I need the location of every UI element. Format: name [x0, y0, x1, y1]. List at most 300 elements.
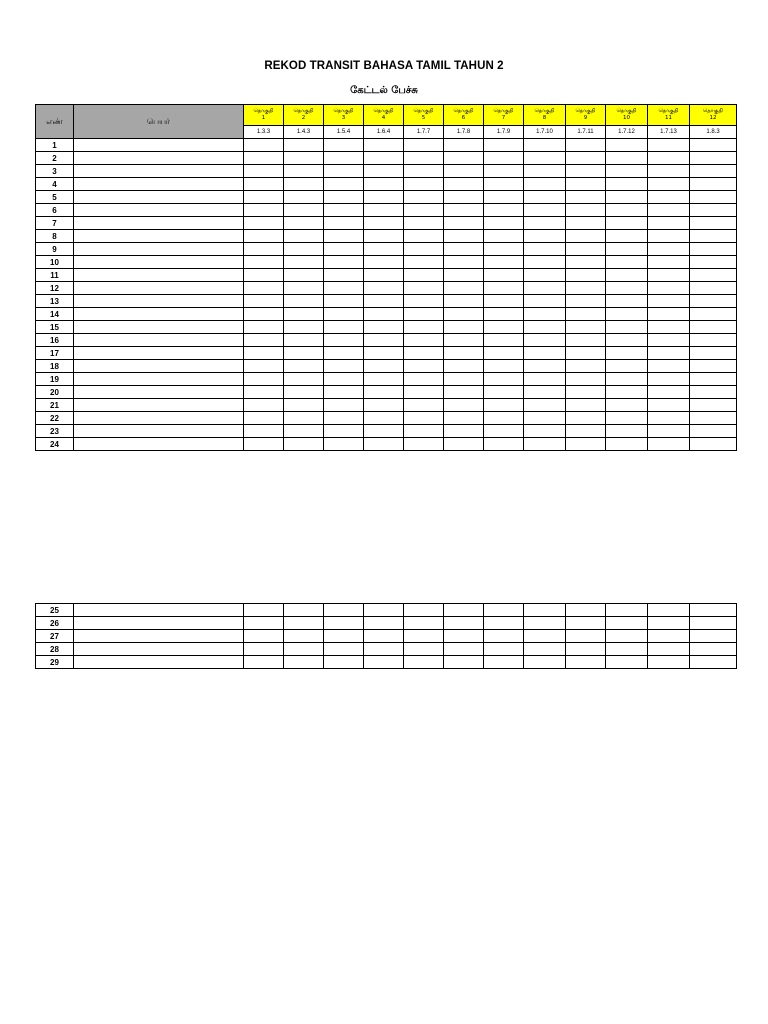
- student-name-cell[interactable]: [74, 334, 244, 347]
- topic-mark-cell[interactable]: [690, 295, 737, 308]
- topic-mark-cell[interactable]: [404, 438, 444, 451]
- topic-mark-cell[interactable]: [404, 656, 444, 669]
- student-name-cell[interactable]: [74, 373, 244, 386]
- topic-mark-cell[interactable]: [566, 178, 606, 191]
- topic-mark-cell[interactable]: [404, 347, 444, 360]
- topic-mark-cell[interactable]: [566, 438, 606, 451]
- student-name-cell[interactable]: [74, 438, 244, 451]
- topic-mark-cell[interactable]: [606, 412, 648, 425]
- topic-mark-cell[interactable]: [324, 373, 364, 386]
- topic-mark-cell[interactable]: [690, 178, 737, 191]
- topic-mark-cell[interactable]: [364, 643, 404, 656]
- topic-mark-cell[interactable]: [606, 295, 648, 308]
- topic-mark-cell[interactable]: [284, 282, 324, 295]
- topic-mark-cell[interactable]: [284, 643, 324, 656]
- topic-mark-cell[interactable]: [364, 347, 404, 360]
- topic-mark-cell[interactable]: [648, 321, 690, 334]
- student-name-cell[interactable]: [74, 295, 244, 308]
- topic-mark-cell[interactable]: [404, 373, 444, 386]
- topic-mark-cell[interactable]: [404, 386, 444, 399]
- topic-mark-cell[interactable]: [648, 230, 690, 243]
- topic-mark-cell[interactable]: [606, 230, 648, 243]
- topic-mark-cell[interactable]: [244, 139, 284, 152]
- topic-mark-cell[interactable]: [566, 217, 606, 230]
- topic-mark-cell[interactable]: [648, 412, 690, 425]
- topic-mark-cell[interactable]: [444, 425, 484, 438]
- topic-mark-cell[interactable]: [324, 139, 364, 152]
- topic-mark-cell[interactable]: [524, 139, 566, 152]
- student-name-cell[interactable]: [74, 412, 244, 425]
- topic-mark-cell[interactable]: [244, 438, 284, 451]
- topic-mark-cell[interactable]: [566, 347, 606, 360]
- topic-mark-cell[interactable]: [690, 347, 737, 360]
- topic-mark-cell[interactable]: [648, 152, 690, 165]
- topic-mark-cell[interactable]: [284, 399, 324, 412]
- topic-mark-cell[interactable]: [648, 139, 690, 152]
- topic-mark-cell[interactable]: [484, 204, 524, 217]
- topic-mark-cell[interactable]: [404, 643, 444, 656]
- topic-mark-cell[interactable]: [524, 617, 566, 630]
- topic-mark-cell[interactable]: [648, 643, 690, 656]
- topic-mark-cell[interactable]: [444, 347, 484, 360]
- topic-mark-cell[interactable]: [284, 165, 324, 178]
- topic-mark-cell[interactable]: [404, 204, 444, 217]
- topic-mark-cell[interactable]: [324, 334, 364, 347]
- student-name-cell[interactable]: [74, 243, 244, 256]
- topic-mark-cell[interactable]: [284, 347, 324, 360]
- student-name-cell[interactable]: [74, 360, 244, 373]
- topic-mark-cell[interactable]: [648, 334, 690, 347]
- topic-mark-cell[interactable]: [404, 308, 444, 321]
- topic-mark-cell[interactable]: [484, 656, 524, 669]
- student-name-cell[interactable]: [74, 139, 244, 152]
- topic-mark-cell[interactable]: [324, 617, 364, 630]
- topic-mark-cell[interactable]: [690, 425, 737, 438]
- topic-mark-cell[interactable]: [606, 334, 648, 347]
- topic-mark-cell[interactable]: [364, 386, 404, 399]
- topic-mark-cell[interactable]: [648, 243, 690, 256]
- topic-mark-cell[interactable]: [606, 282, 648, 295]
- topic-mark-cell[interactable]: [444, 386, 484, 399]
- topic-mark-cell[interactable]: [444, 438, 484, 451]
- topic-mark-cell[interactable]: [690, 139, 737, 152]
- topic-mark-cell[interactable]: [244, 347, 284, 360]
- topic-mark-cell[interactable]: [444, 617, 484, 630]
- topic-mark-cell[interactable]: [404, 178, 444, 191]
- topic-mark-cell[interactable]: [690, 617, 737, 630]
- topic-mark-cell[interactable]: [524, 425, 566, 438]
- topic-mark-cell[interactable]: [690, 282, 737, 295]
- topic-mark-cell[interactable]: [566, 334, 606, 347]
- topic-mark-cell[interactable]: [364, 373, 404, 386]
- student-name-cell[interactable]: [74, 604, 244, 617]
- topic-mark-cell[interactable]: [606, 152, 648, 165]
- student-name-cell[interactable]: [74, 321, 244, 334]
- topic-mark-cell[interactable]: [404, 334, 444, 347]
- topic-mark-cell[interactable]: [444, 604, 484, 617]
- topic-mark-cell[interactable]: [606, 399, 648, 412]
- topic-mark-cell[interactable]: [566, 399, 606, 412]
- topic-mark-cell[interactable]: [324, 269, 364, 282]
- topic-mark-cell[interactable]: [364, 178, 404, 191]
- topic-mark-cell[interactable]: [648, 360, 690, 373]
- topic-mark-cell[interactable]: [524, 282, 566, 295]
- topic-mark-cell[interactable]: [324, 347, 364, 360]
- topic-mark-cell[interactable]: [566, 386, 606, 399]
- topic-mark-cell[interactable]: [324, 230, 364, 243]
- topic-mark-cell[interactable]: [606, 269, 648, 282]
- topic-mark-cell[interactable]: [690, 334, 737, 347]
- topic-mark-cell[interactable]: [606, 139, 648, 152]
- topic-mark-cell[interactable]: [444, 412, 484, 425]
- topic-mark-cell[interactable]: [690, 243, 737, 256]
- topic-mark-cell[interactable]: [606, 243, 648, 256]
- topic-mark-cell[interactable]: [244, 399, 284, 412]
- topic-mark-cell[interactable]: [404, 412, 444, 425]
- topic-mark-cell[interactable]: [690, 256, 737, 269]
- topic-mark-cell[interactable]: [566, 243, 606, 256]
- topic-mark-cell[interactable]: [444, 334, 484, 347]
- topic-mark-cell[interactable]: [244, 191, 284, 204]
- topic-mark-cell[interactable]: [606, 321, 648, 334]
- topic-mark-cell[interactable]: [648, 438, 690, 451]
- topic-mark-cell[interactable]: [524, 399, 566, 412]
- topic-mark-cell[interactable]: [648, 604, 690, 617]
- topic-mark-cell[interactable]: [690, 152, 737, 165]
- topic-mark-cell[interactable]: [404, 630, 444, 643]
- topic-mark-cell[interactable]: [606, 217, 648, 230]
- topic-mark-cell[interactable]: [690, 217, 737, 230]
- topic-mark-cell[interactable]: [606, 308, 648, 321]
- topic-mark-cell[interactable]: [364, 243, 404, 256]
- topic-mark-cell[interactable]: [244, 656, 284, 669]
- student-name-cell[interactable]: [74, 204, 244, 217]
- topic-mark-cell[interactable]: [690, 643, 737, 656]
- topic-mark-cell[interactable]: [484, 178, 524, 191]
- topic-mark-cell[interactable]: [284, 412, 324, 425]
- topic-mark-cell[interactable]: [690, 386, 737, 399]
- topic-mark-cell[interactable]: [648, 217, 690, 230]
- topic-mark-cell[interactable]: [444, 256, 484, 269]
- topic-mark-cell[interactable]: [444, 321, 484, 334]
- topic-mark-cell[interactable]: [404, 165, 444, 178]
- topic-mark-cell[interactable]: [648, 656, 690, 669]
- topic-mark-cell[interactable]: [484, 282, 524, 295]
- topic-mark-cell[interactable]: [404, 243, 444, 256]
- topic-mark-cell[interactable]: [484, 139, 524, 152]
- student-name-cell[interactable]: [74, 643, 244, 656]
- topic-mark-cell[interactable]: [524, 152, 566, 165]
- topic-mark-cell[interactable]: [244, 321, 284, 334]
- topic-mark-cell[interactable]: [484, 425, 524, 438]
- topic-mark-cell[interactable]: [444, 295, 484, 308]
- topic-mark-cell[interactable]: [244, 373, 284, 386]
- topic-mark-cell[interactable]: [244, 269, 284, 282]
- student-name-cell[interactable]: [74, 191, 244, 204]
- topic-mark-cell[interactable]: [484, 373, 524, 386]
- topic-mark-cell[interactable]: [690, 373, 737, 386]
- topic-mark-cell[interactable]: [444, 308, 484, 321]
- topic-mark-cell[interactable]: [606, 386, 648, 399]
- topic-mark-cell[interactable]: [284, 308, 324, 321]
- topic-mark-cell[interactable]: [690, 165, 737, 178]
- topic-mark-cell[interactable]: [284, 425, 324, 438]
- topic-mark-cell[interactable]: [364, 269, 404, 282]
- student-name-cell[interactable]: [74, 425, 244, 438]
- topic-mark-cell[interactable]: [444, 656, 484, 669]
- topic-mark-cell[interactable]: [444, 269, 484, 282]
- topic-mark-cell[interactable]: [284, 360, 324, 373]
- topic-mark-cell[interactable]: [244, 152, 284, 165]
- topic-mark-cell[interactable]: [566, 412, 606, 425]
- topic-mark-cell[interactable]: [364, 165, 404, 178]
- topic-mark-cell[interactable]: [484, 295, 524, 308]
- student-name-cell[interactable]: [74, 178, 244, 191]
- topic-mark-cell[interactable]: [606, 165, 648, 178]
- topic-mark-cell[interactable]: [364, 604, 404, 617]
- topic-mark-cell[interactable]: [284, 178, 324, 191]
- student-name-cell[interactable]: [74, 630, 244, 643]
- topic-mark-cell[interactable]: [364, 230, 404, 243]
- topic-mark-cell[interactable]: [324, 386, 364, 399]
- topic-mark-cell[interactable]: [524, 269, 566, 282]
- topic-mark-cell[interactable]: [244, 282, 284, 295]
- topic-mark-cell[interactable]: [484, 152, 524, 165]
- topic-mark-cell[interactable]: [324, 295, 364, 308]
- topic-mark-cell[interactable]: [324, 643, 364, 656]
- topic-mark-cell[interactable]: [284, 656, 324, 669]
- topic-mark-cell[interactable]: [364, 152, 404, 165]
- student-name-cell[interactable]: [74, 165, 244, 178]
- student-name-cell[interactable]: [74, 217, 244, 230]
- topic-mark-cell[interactable]: [404, 399, 444, 412]
- topic-mark-cell[interactable]: [606, 360, 648, 373]
- topic-mark-cell[interactable]: [524, 256, 566, 269]
- topic-mark-cell[interactable]: [484, 217, 524, 230]
- topic-mark-cell[interactable]: [244, 256, 284, 269]
- topic-mark-cell[interactable]: [648, 178, 690, 191]
- topic-mark-cell[interactable]: [606, 656, 648, 669]
- topic-mark-cell[interactable]: [566, 630, 606, 643]
- topic-mark-cell[interactable]: [324, 165, 364, 178]
- topic-mark-cell[interactable]: [566, 617, 606, 630]
- topic-mark-cell[interactable]: [566, 321, 606, 334]
- topic-mark-cell[interactable]: [284, 373, 324, 386]
- topic-mark-cell[interactable]: [324, 204, 364, 217]
- topic-mark-cell[interactable]: [244, 630, 284, 643]
- topic-mark-cell[interactable]: [484, 191, 524, 204]
- topic-mark-cell[interactable]: [244, 617, 284, 630]
- topic-mark-cell[interactable]: [566, 204, 606, 217]
- topic-mark-cell[interactable]: [690, 269, 737, 282]
- topic-mark-cell[interactable]: [484, 360, 524, 373]
- topic-mark-cell[interactable]: [566, 139, 606, 152]
- topic-mark-cell[interactable]: [324, 399, 364, 412]
- topic-mark-cell[interactable]: [606, 373, 648, 386]
- topic-mark-cell[interactable]: [566, 256, 606, 269]
- topic-mark-cell[interactable]: [566, 269, 606, 282]
- topic-mark-cell[interactable]: [690, 230, 737, 243]
- topic-mark-cell[interactable]: [404, 321, 444, 334]
- topic-mark-cell[interactable]: [690, 656, 737, 669]
- topic-mark-cell[interactable]: [444, 630, 484, 643]
- topic-mark-cell[interactable]: [648, 308, 690, 321]
- topic-mark-cell[interactable]: [404, 217, 444, 230]
- topic-mark-cell[interactable]: [364, 295, 404, 308]
- topic-mark-cell[interactable]: [690, 204, 737, 217]
- topic-mark-cell[interactable]: [324, 152, 364, 165]
- topic-mark-cell[interactable]: [444, 191, 484, 204]
- topic-mark-cell[interactable]: [324, 360, 364, 373]
- topic-mark-cell[interactable]: [284, 191, 324, 204]
- topic-mark-cell[interactable]: [566, 656, 606, 669]
- topic-mark-cell[interactable]: [404, 269, 444, 282]
- topic-mark-cell[interactable]: [484, 269, 524, 282]
- topic-mark-cell[interactable]: [524, 334, 566, 347]
- topic-mark-cell[interactable]: [324, 282, 364, 295]
- topic-mark-cell[interactable]: [244, 217, 284, 230]
- topic-mark-cell[interactable]: [444, 643, 484, 656]
- topic-mark-cell[interactable]: [284, 334, 324, 347]
- topic-mark-cell[interactable]: [484, 412, 524, 425]
- topic-mark-cell[interactable]: [444, 360, 484, 373]
- topic-mark-cell[interactable]: [690, 191, 737, 204]
- topic-mark-cell[interactable]: [566, 230, 606, 243]
- topic-mark-cell[interactable]: [244, 178, 284, 191]
- topic-mark-cell[interactable]: [524, 230, 566, 243]
- topic-mark-cell[interactable]: [284, 243, 324, 256]
- topic-mark-cell[interactable]: [484, 438, 524, 451]
- topic-mark-cell[interactable]: [364, 321, 404, 334]
- topic-mark-cell[interactable]: [524, 308, 566, 321]
- topic-mark-cell[interactable]: [606, 617, 648, 630]
- topic-mark-cell[interactable]: [484, 617, 524, 630]
- topic-mark-cell[interactable]: [244, 165, 284, 178]
- topic-mark-cell[interactable]: [606, 204, 648, 217]
- topic-mark-cell[interactable]: [524, 243, 566, 256]
- topic-mark-cell[interactable]: [524, 386, 566, 399]
- topic-mark-cell[interactable]: [484, 643, 524, 656]
- topic-mark-cell[interactable]: [606, 643, 648, 656]
- topic-mark-cell[interactable]: [606, 425, 648, 438]
- topic-mark-cell[interactable]: [404, 191, 444, 204]
- topic-mark-cell[interactable]: [284, 204, 324, 217]
- topic-mark-cell[interactable]: [606, 630, 648, 643]
- topic-mark-cell[interactable]: [244, 425, 284, 438]
- topic-mark-cell[interactable]: [324, 321, 364, 334]
- topic-mark-cell[interactable]: [364, 412, 404, 425]
- topic-mark-cell[interactable]: [244, 295, 284, 308]
- topic-mark-cell[interactable]: [404, 230, 444, 243]
- topic-mark-cell[interactable]: [364, 256, 404, 269]
- student-name-cell[interactable]: [74, 269, 244, 282]
- topic-mark-cell[interactable]: [484, 386, 524, 399]
- topic-mark-cell[interactable]: [566, 643, 606, 656]
- topic-mark-cell[interactable]: [648, 347, 690, 360]
- topic-mark-cell[interactable]: [284, 230, 324, 243]
- topic-mark-cell[interactable]: [364, 217, 404, 230]
- topic-mark-cell[interactable]: [444, 204, 484, 217]
- topic-mark-cell[interactable]: [364, 308, 404, 321]
- topic-mark-cell[interactable]: [648, 630, 690, 643]
- topic-mark-cell[interactable]: [690, 308, 737, 321]
- topic-mark-cell[interactable]: [364, 204, 404, 217]
- topic-mark-cell[interactable]: [324, 178, 364, 191]
- topic-mark-cell[interactable]: [284, 256, 324, 269]
- topic-mark-cell[interactable]: [404, 617, 444, 630]
- topic-mark-cell[interactable]: [244, 204, 284, 217]
- student-name-cell[interactable]: [74, 256, 244, 269]
- topic-mark-cell[interactable]: [524, 643, 566, 656]
- topic-mark-cell[interactable]: [648, 425, 690, 438]
- topic-mark-cell[interactable]: [648, 295, 690, 308]
- topic-mark-cell[interactable]: [606, 256, 648, 269]
- topic-mark-cell[interactable]: [484, 334, 524, 347]
- topic-mark-cell[interactable]: [364, 630, 404, 643]
- topic-mark-cell[interactable]: [566, 308, 606, 321]
- topic-mark-cell[interactable]: [484, 604, 524, 617]
- topic-mark-cell[interactable]: [690, 630, 737, 643]
- topic-mark-cell[interactable]: [324, 217, 364, 230]
- topic-mark-cell[interactable]: [284, 438, 324, 451]
- topic-mark-cell[interactable]: [484, 321, 524, 334]
- topic-mark-cell[interactable]: [404, 425, 444, 438]
- topic-mark-cell[interactable]: [484, 630, 524, 643]
- topic-mark-cell[interactable]: [566, 425, 606, 438]
- topic-mark-cell[interactable]: [444, 399, 484, 412]
- topic-mark-cell[interactable]: [284, 630, 324, 643]
- student-name-cell[interactable]: [74, 656, 244, 669]
- topic-mark-cell[interactable]: [404, 604, 444, 617]
- topic-mark-cell[interactable]: [404, 152, 444, 165]
- topic-mark-cell[interactable]: [524, 178, 566, 191]
- topic-mark-cell[interactable]: [524, 412, 566, 425]
- topic-mark-cell[interactable]: [648, 191, 690, 204]
- topic-mark-cell[interactable]: [284, 295, 324, 308]
- topic-mark-cell[interactable]: [324, 243, 364, 256]
- topic-mark-cell[interactable]: [606, 191, 648, 204]
- topic-mark-cell[interactable]: [284, 604, 324, 617]
- topic-mark-cell[interactable]: [324, 412, 364, 425]
- topic-mark-cell[interactable]: [244, 243, 284, 256]
- topic-mark-cell[interactable]: [524, 217, 566, 230]
- topic-mark-cell[interactable]: [324, 308, 364, 321]
- topic-mark-cell[interactable]: [566, 360, 606, 373]
- topic-mark-cell[interactable]: [364, 360, 404, 373]
- topic-mark-cell[interactable]: [524, 347, 566, 360]
- student-name-cell[interactable]: [74, 617, 244, 630]
- topic-mark-cell[interactable]: [648, 617, 690, 630]
- topic-mark-cell[interactable]: [244, 308, 284, 321]
- topic-mark-cell[interactable]: [364, 282, 404, 295]
- topic-mark-cell[interactable]: [648, 256, 690, 269]
- topic-mark-cell[interactable]: [364, 617, 404, 630]
- topic-mark-cell[interactable]: [648, 386, 690, 399]
- topic-mark-cell[interactable]: [566, 152, 606, 165]
- topic-mark-cell[interactable]: [484, 399, 524, 412]
- topic-mark-cell[interactable]: [524, 438, 566, 451]
- topic-mark-cell[interactable]: [244, 643, 284, 656]
- topic-mark-cell[interactable]: [324, 191, 364, 204]
- topic-mark-cell[interactable]: [690, 399, 737, 412]
- topic-mark-cell[interactable]: [566, 295, 606, 308]
- topic-mark-cell[interactable]: [364, 139, 404, 152]
- topic-mark-cell[interactable]: [444, 243, 484, 256]
- topic-mark-cell[interactable]: [524, 191, 566, 204]
- topic-mark-cell[interactable]: [566, 373, 606, 386]
- student-name-cell[interactable]: [74, 347, 244, 360]
- topic-mark-cell[interactable]: [284, 152, 324, 165]
